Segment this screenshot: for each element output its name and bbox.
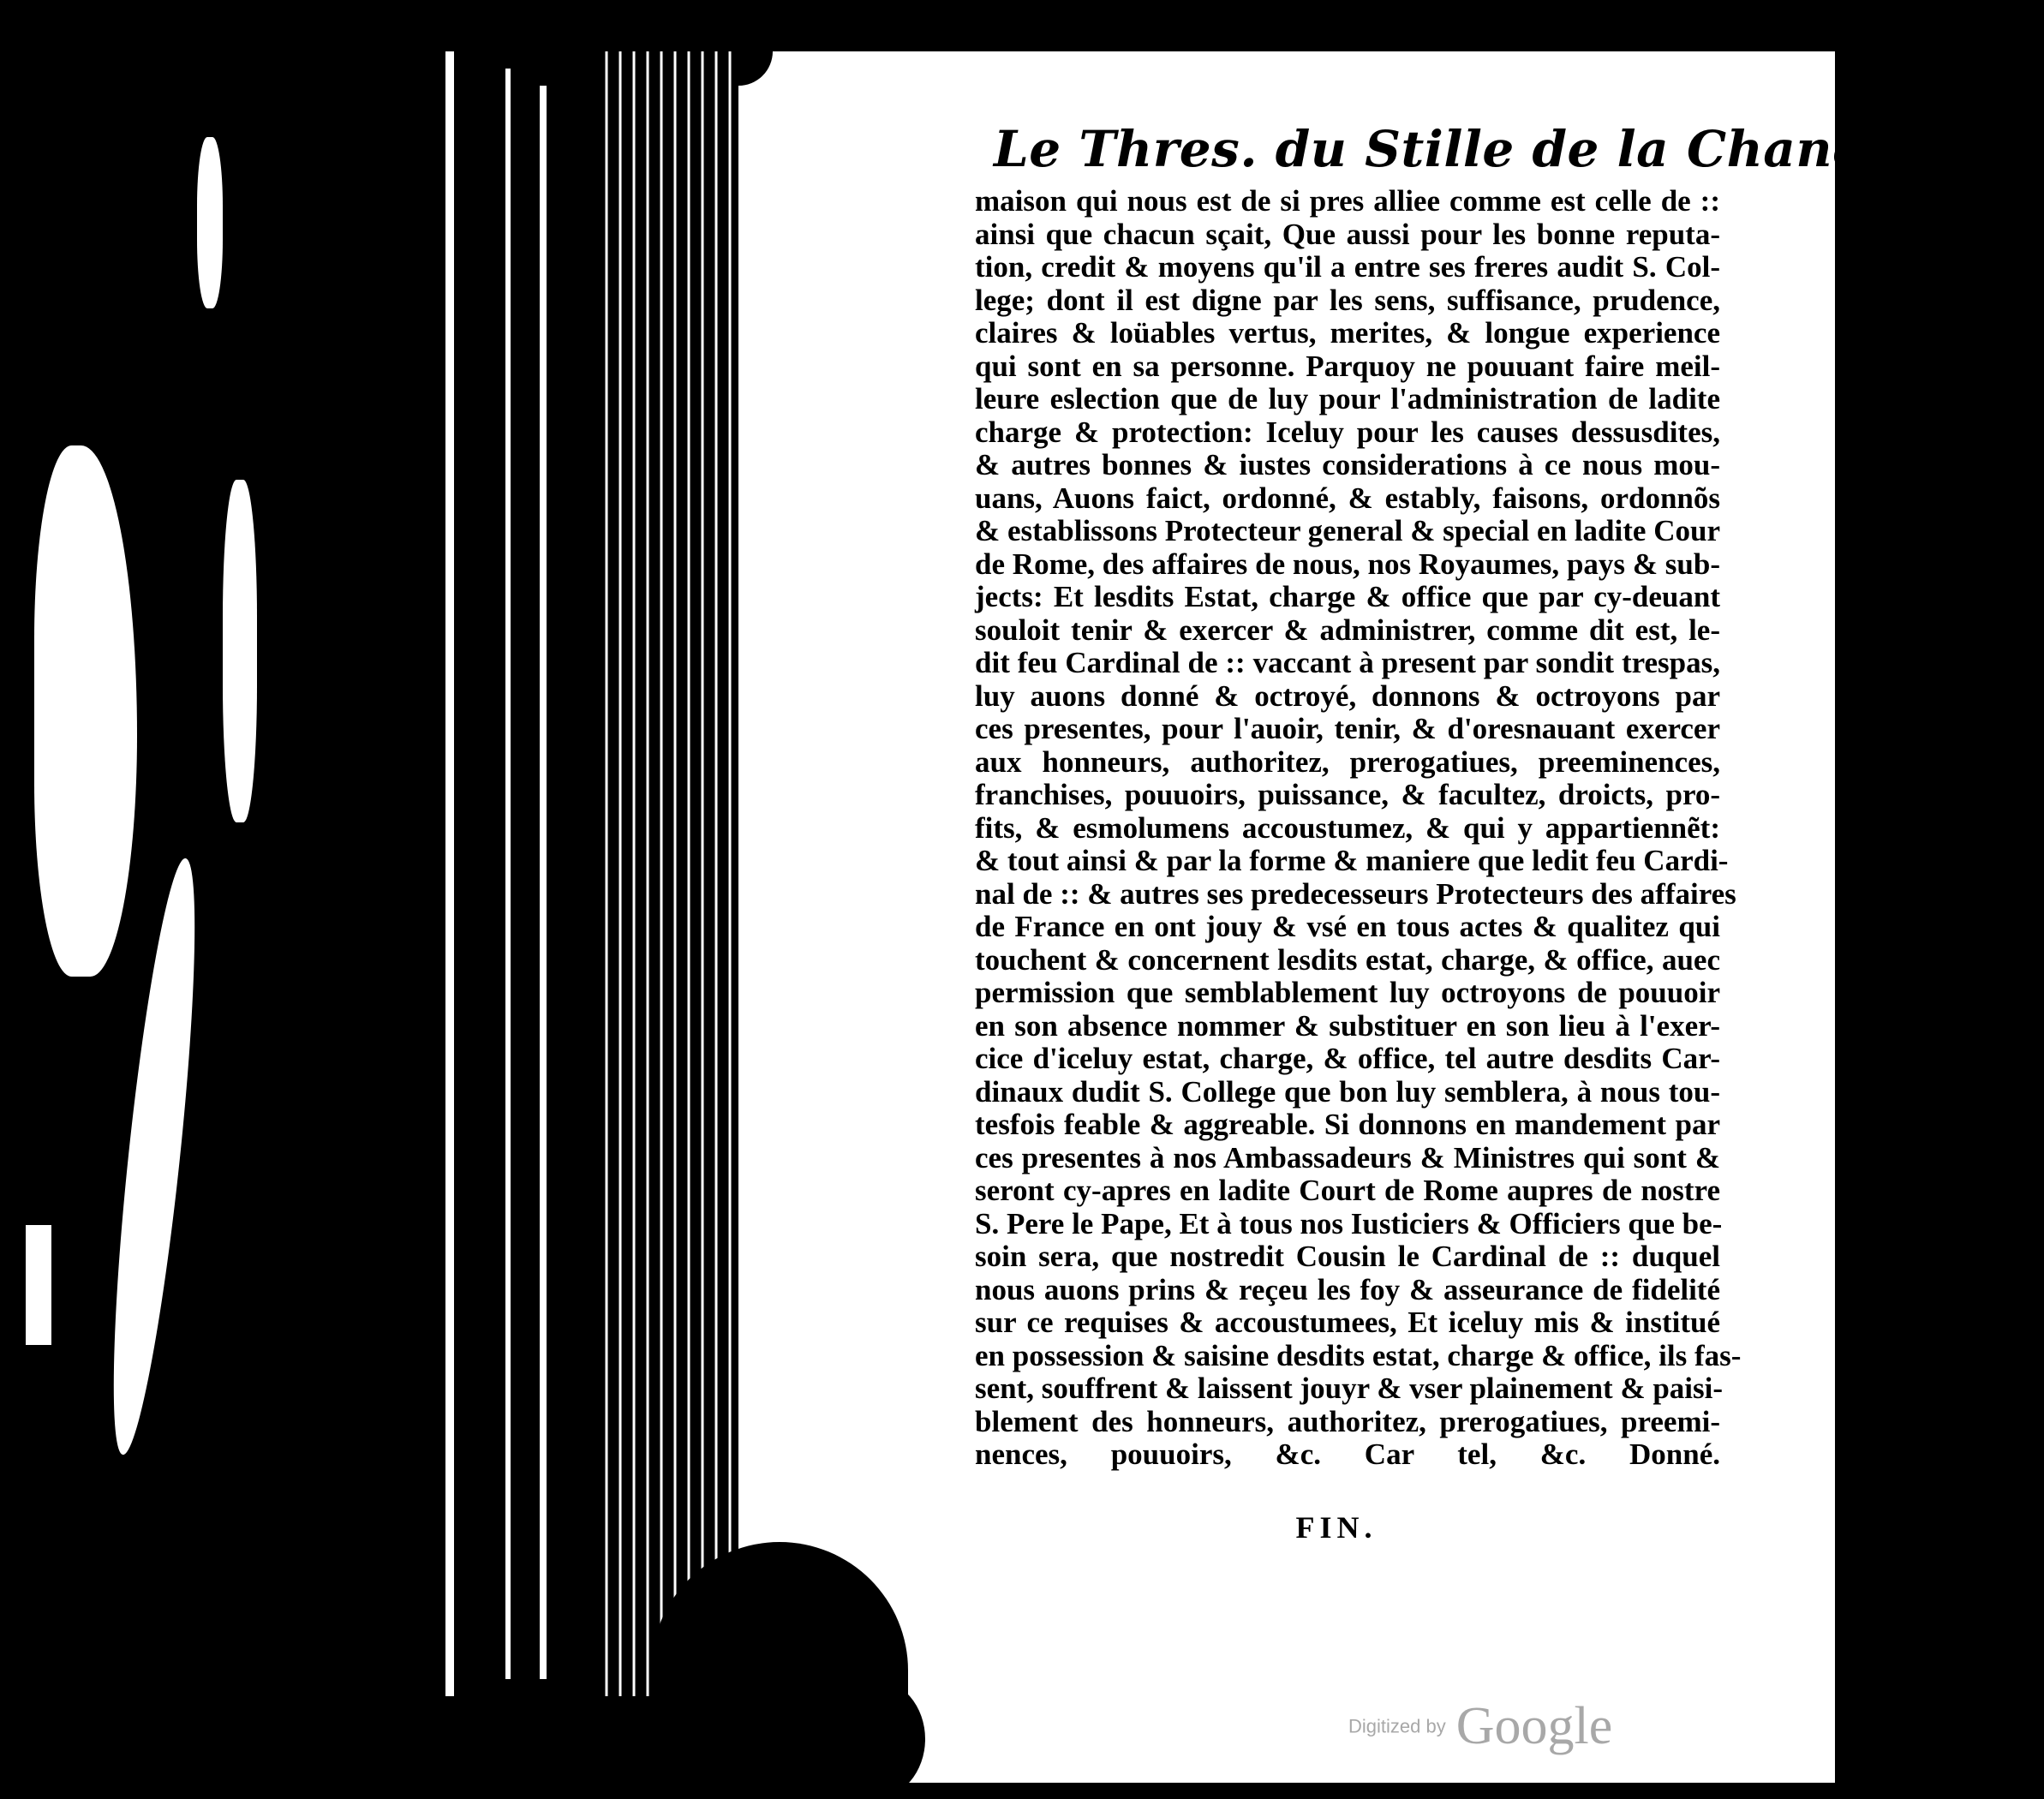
scan-streak <box>26 1225 51 1345</box>
scan-streak <box>197 137 223 308</box>
text-line: tion, credit & moyens qu'il a entre ses freres audit S. Col- <box>975 250 1720 284</box>
text-line: & establissons Protecteur general & special en ladite Cour <box>975 514 1720 547</box>
finger-shadow <box>822 1679 925 1799</box>
scan-streak <box>34 445 137 977</box>
text-line: permission que semblablement luy octroyons de pouuoir <box>975 976 1720 1009</box>
text-line: claires & loüables vertus, merites, & longue experience <box>975 316 1720 350</box>
running-title: Le Thres. du Stille de la Chancel. &c. <box>994 120 2044 178</box>
text-line: blement des honneurs, authoritez, prerogatiues, preemi- <box>975 1404 1720 1438</box>
text-line: en son absence nommer & substituer en son lieu à l'exer- <box>975 1008 1720 1043</box>
text-line: seront cy-apres en ladite Court de Rome aupres de nostre <box>975 1174 1720 1207</box>
text-line: qui sont en sa personne. Parquoy ne pouuant faire meil- <box>975 349 1720 383</box>
scan-streak <box>98 856 212 1457</box>
text-line: franchises, pouuoirs, puissance, & facultez, droicts, pro- <box>975 778 1720 811</box>
digitization-watermark <box>1348 1696 1612 1757</box>
text-line: sur ce requises & accoustumees, Et iceluy mis & institué <box>975 1306 1720 1339</box>
page-body <box>975 184 1742 1472</box>
text-line: & tout ainsi & par la forme & maniere que ledit feu Cardi- <box>975 844 1729 877</box>
closing-fin: FIN. <box>1295 1510 1378 1545</box>
watermark-prefix: Digitized by <box>1348 1715 1446 1737</box>
text-line: en possession & saisine desdits estat, charge & office, ils fas- <box>975 1338 1742 1372</box>
text-line: luy auons donné & octroyé, donnons & octroyons par <box>975 678 1720 713</box>
text-line: soin sera, que nostredit Cousin le Cardinal de :: duquel <box>975 1240 1720 1273</box>
text-line: touchent & concernent lesdits estat, charge, & office, auec <box>975 942 1720 977</box>
text-line: cice d'iceluy estat, charge, & office, tel autre desdits Car- <box>975 1042 1720 1075</box>
text-line: lege; dont il est digne par les sens, suffisance, prudence, <box>975 283 1720 317</box>
page-fore-edge <box>600 51 737 1696</box>
text-line: uans, Auons faict, ordonné, & estably, faisons, ordonnõs <box>975 481 1720 515</box>
text-line: aux honneurs, authoritez, prerogatiues, preeminences, <box>975 744 1720 779</box>
text-line: maison qui nous est de si pres alliee comme est celle de :: <box>975 184 1720 218</box>
text-line: tesfois feable & aggreable. Si donnons en mandement par <box>975 1108 1720 1141</box>
text-line: sent, souffrent & laissent jouyr & vser plainement & paisi- <box>975 1372 1724 1405</box>
text-line: & autres bonnes & iustes considerations à ce nous mou- <box>975 448 1720 481</box>
google-logo: Google <box>1455 1697 1613 1755</box>
text-line: nal de :: & autres ses predecesseurs Protecteurs des affaires <box>975 876 1736 911</box>
scan-streak <box>505 69 511 1679</box>
text-line: souloit tenir & exercer & administrer, comme dit est, le- <box>975 613 1720 647</box>
text-line: de France en ont jouy & vsé en tous actes & qualitez qui <box>975 910 1720 943</box>
scan-streak <box>540 86 547 1679</box>
text-line: dinaux dudit S. College que bon luy semblera, à nous tou- <box>975 1074 1720 1109</box>
text-line: de Rome, des affaires de nous, nos Royaumes, pays & sub- <box>975 547 1720 581</box>
scan-streak <box>223 480 257 822</box>
text-line: nences, pouuoirs, &c. Car tel, &c. Donné. <box>975 1437 1720 1471</box>
text-line: dit feu Cardinal de :: vaccant à present par sondit trespas, <box>975 646 1720 679</box>
text-line: ces presentes, pour l'auoir, tenir, & d'oresnauant exercer <box>975 712 1720 745</box>
scan-streak <box>445 51 454 1696</box>
text-line: ainsi que chacun sçait, Que aussi pour les bonne reputa- <box>975 217 1720 251</box>
text-line: jects: Et lesdits Estat, charge & office que par cy-deuant <box>975 580 1720 613</box>
text-line: fits, & esmolumens accoustumez, & qui y appartiennẽt: <box>975 810 1720 845</box>
text-line: leure eslection que de luy pour l'administration de ladite <box>975 382 1720 415</box>
text-line: ces presentes à nos Ambassadeurs & Ministres qui sont & <box>975 1140 1720 1174</box>
text-line: nous auons prins & reçeu les foy & asseurance de fidelité <box>975 1272 1720 1306</box>
text-line: S. Pere le Pape, Et à tous nos Iusticiers & Officiers que be- <box>975 1206 1723 1240</box>
text-line: charge & protection: Iceluy pour les causes dessusdites, <box>975 415 1720 449</box>
